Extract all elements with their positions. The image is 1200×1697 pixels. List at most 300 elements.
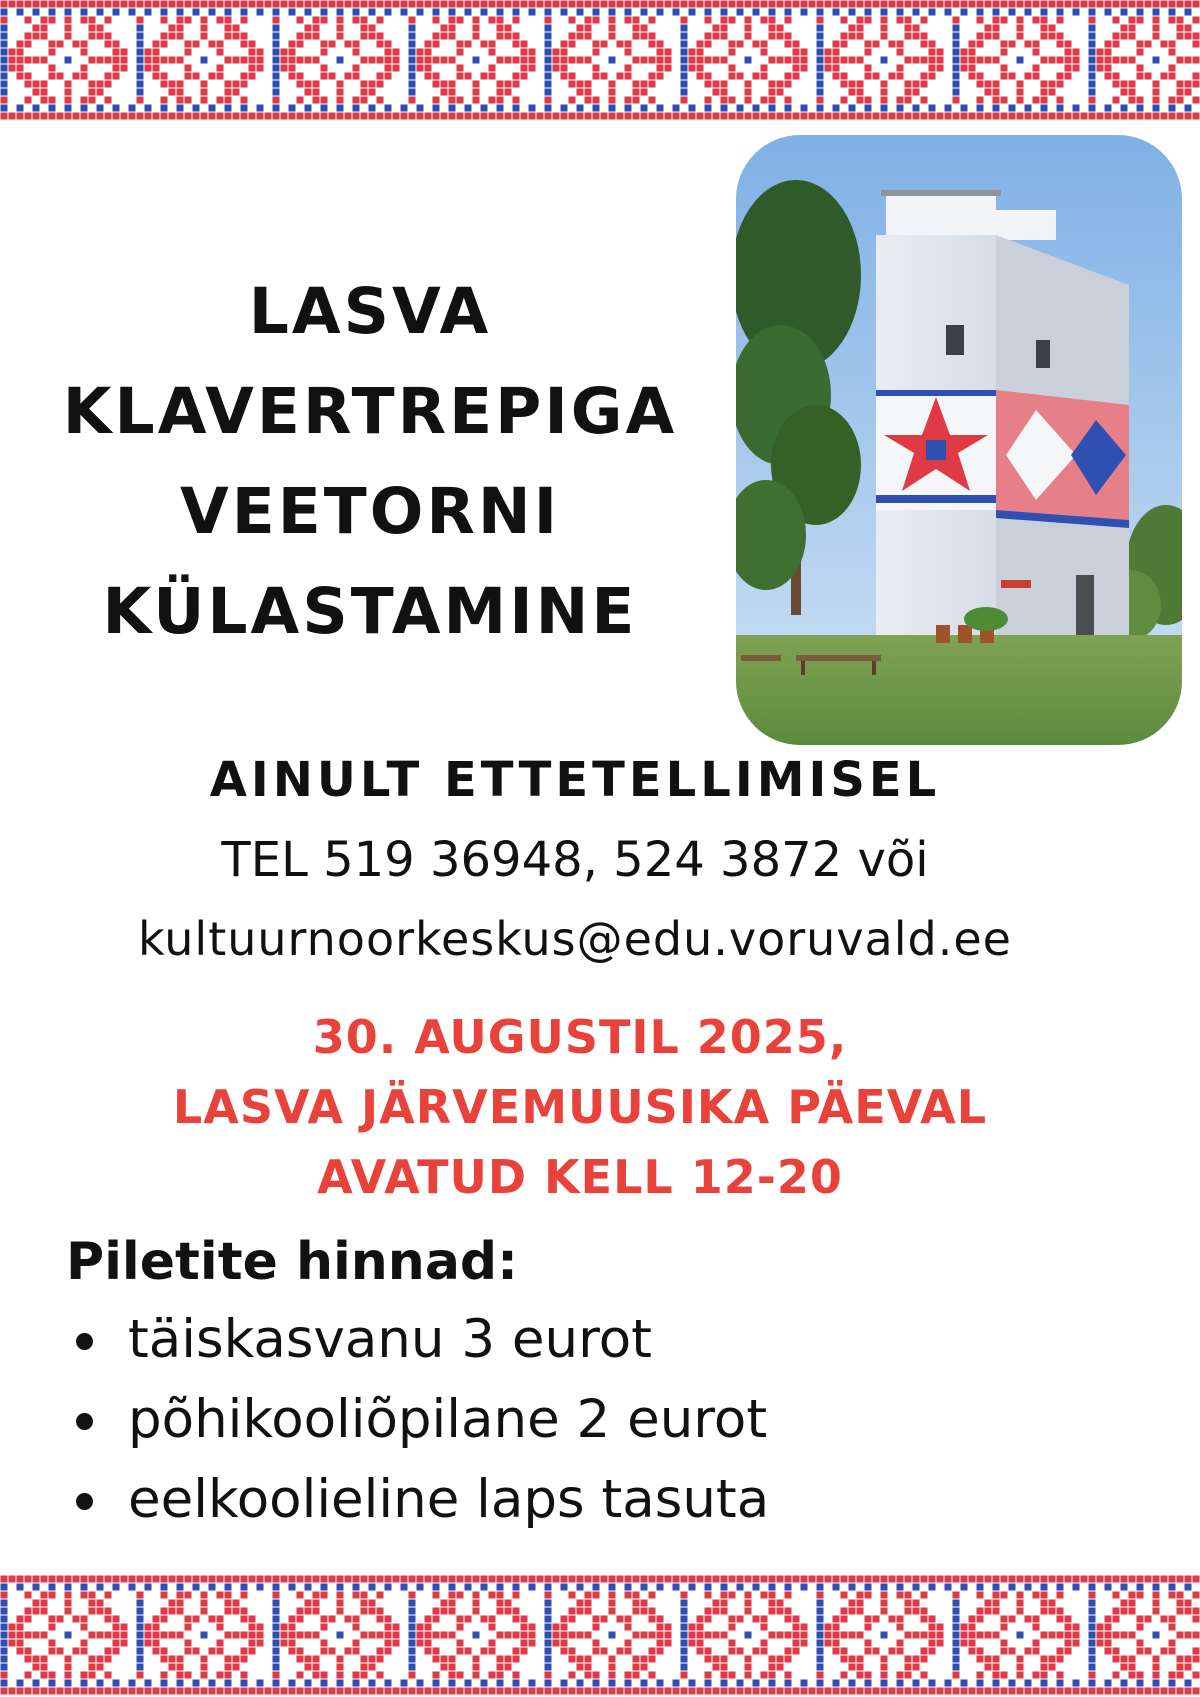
ornament-stitch <box>993 1680 1000 1687</box>
ornament-stitch <box>249 65 256 72</box>
ornament-stitch <box>1193 81 1200 88</box>
ornament-stitch <box>881 89 888 96</box>
ornament-stitch <box>201 33 208 40</box>
ornament-stitch <box>865 1648 872 1655</box>
ornament-stitch <box>577 1584 584 1591</box>
ornament-stitch <box>513 1616 520 1623</box>
ornament-stitch <box>1089 1640 1096 1647</box>
ornament-stitch <box>313 1656 320 1663</box>
ornament-stitch <box>769 17 776 24</box>
ornament-stitch <box>113 1 120 8</box>
ornament-stitch <box>289 105 296 112</box>
ornament-stitch <box>529 105 536 112</box>
ornament-stitch <box>617 1576 624 1583</box>
ornament-stitch <box>201 57 208 64</box>
ornament-stitch <box>1105 1616 1112 1623</box>
ornament-stitch <box>625 1672 632 1679</box>
ornament-stitch <box>241 1576 248 1583</box>
ornament-stitch <box>233 1632 240 1639</box>
ornament-stitch <box>489 1576 496 1583</box>
ornament-stitch <box>961 65 968 72</box>
ornament-stitch <box>1193 17 1200 24</box>
ornament-stitch <box>449 1680 456 1687</box>
ornament-stitch <box>1001 1592 1008 1599</box>
ornament-stitch <box>897 65 904 72</box>
ornament-stitch <box>897 1624 904 1631</box>
ornament-stitch <box>177 97 184 104</box>
ornament-stitch <box>201 97 208 104</box>
ornament-stitch <box>297 33 304 40</box>
ornament-stitch <box>585 1688 592 1695</box>
ornament-stitch <box>833 49 840 56</box>
ornament-stitch <box>697 65 704 72</box>
ornament-stitch <box>361 1600 368 1607</box>
ornament-stitch <box>33 1688 40 1695</box>
ornament-stitch <box>1089 1584 1096 1591</box>
ornament-stitch <box>137 1640 144 1647</box>
ornament-stitch <box>1153 25 1160 32</box>
ornament-stitch <box>841 57 848 64</box>
ornament-stitch <box>393 57 400 64</box>
ornament-stitch <box>377 1 384 8</box>
ornament-stitch <box>313 81 320 88</box>
ornament-stitch <box>105 1 112 8</box>
ornament-stitch <box>33 1584 40 1591</box>
ornament-stitch <box>633 57 640 64</box>
ornament-stitch <box>337 1584 344 1591</box>
ornament-stitch <box>433 9 440 16</box>
ornament-stitch <box>425 1632 432 1639</box>
ornament-stitch <box>793 1616 800 1623</box>
ornament-stitch <box>1193 41 1200 48</box>
ornament-stitch <box>193 1584 200 1591</box>
ornament-stitch <box>1089 1592 1096 1599</box>
ornament-stitch <box>337 97 344 104</box>
ornament-stitch <box>721 1680 728 1687</box>
ornament-stitch <box>433 1672 440 1679</box>
ornament-stitch <box>169 1 176 8</box>
ornament-stitch <box>353 17 360 24</box>
ornament-stitch <box>817 33 824 40</box>
ornament-stitch <box>1169 17 1176 24</box>
ornament-stitch <box>929 41 936 48</box>
ornament-stitch <box>241 1672 248 1679</box>
ornament-stitch <box>881 33 888 40</box>
ornament-stitch <box>969 1688 976 1695</box>
ornament-stitch <box>417 1680 424 1687</box>
ornament-stitch <box>129 1680 136 1687</box>
ornament-stitch <box>769 1656 776 1663</box>
ornament-stitch <box>433 33 440 40</box>
price-item-label: põhikooliõpilane 2 eurot <box>128 1389 768 1450</box>
ornament-stitch <box>201 1600 208 1607</box>
ornament-stitch <box>497 89 504 96</box>
ornament-stitch <box>369 113 376 120</box>
ornament-stitch <box>1017 1632 1024 1639</box>
ornament-stitch <box>545 1680 552 1687</box>
ornament-stitch <box>417 1688 424 1695</box>
ornament-stitch <box>865 1616 872 1623</box>
ornament-stitch <box>489 49 496 56</box>
ornament-stitch <box>657 1624 664 1631</box>
ornament-stitch <box>441 1576 448 1583</box>
ornament-stitch <box>337 81 344 88</box>
ornament-stitch <box>865 73 872 80</box>
ornament-stitch <box>841 17 848 24</box>
ornament-stitch <box>377 1688 384 1695</box>
ornament-stitch <box>625 1592 632 1599</box>
ornament-stitch <box>1105 9 1112 16</box>
ornament-stitch <box>1033 41 1040 48</box>
ornament-stitch <box>377 1632 384 1639</box>
ornament-stitch <box>329 41 336 48</box>
ornament-stitch <box>457 73 464 80</box>
ornament-stitch <box>497 1656 504 1663</box>
ornament-stitch <box>25 1672 32 1679</box>
ornament-stitch <box>561 1640 568 1647</box>
ornament-stitch <box>33 9 40 16</box>
ornament-stitch <box>481 105 488 112</box>
ornament-stitch <box>1041 1680 1048 1687</box>
ornament-stitch <box>561 57 568 64</box>
ornament-stitch <box>89 1576 96 1583</box>
ornament-stitch <box>1121 81 1128 88</box>
ornament-stitch <box>393 113 400 120</box>
ornament-stitch <box>1025 1 1032 8</box>
ornament-stitch <box>625 1616 632 1623</box>
ornament-stitch <box>1073 49 1080 56</box>
ornament-stitch <box>817 25 824 32</box>
ornament-stitch <box>1161 41 1168 48</box>
ornament-stitch <box>849 1576 856 1583</box>
ornament-stitch <box>849 1 856 8</box>
ornament-stitch <box>145 1680 152 1687</box>
ornament-stitch <box>929 1576 936 1583</box>
ornament-stitch <box>609 1664 616 1671</box>
ornament-stitch <box>633 17 640 24</box>
ornament-stitch <box>105 1656 112 1663</box>
ornament-stitch <box>953 1632 960 1639</box>
ornament-stitch <box>577 25 584 32</box>
ornament-stitch <box>681 1624 688 1631</box>
ornament-stitch <box>937 1 944 8</box>
ornament-stitch <box>593 1640 600 1647</box>
ornament-stitch <box>1057 1616 1064 1623</box>
ornament-stitch <box>241 41 248 48</box>
ornament-stitch <box>993 9 1000 16</box>
ornament-stitch <box>1089 33 1096 40</box>
ornament-stitch <box>113 1632 120 1639</box>
ornament-stitch <box>425 1 432 8</box>
ornament-stitch <box>465 1616 472 1623</box>
ornament-stitch <box>1137 41 1144 48</box>
ornament-stitch <box>273 65 280 72</box>
ornament-stitch <box>425 1688 432 1695</box>
ornament-stitch <box>577 1632 584 1639</box>
ornament-stitch <box>425 57 432 64</box>
ornament-stitch <box>225 105 232 112</box>
ornament-stitch <box>1113 73 1120 80</box>
ornament-stitch <box>985 33 992 40</box>
ornament-stitch <box>441 1608 448 1615</box>
ornament-stitch <box>353 9 360 16</box>
ornament-stitch <box>673 1680 680 1687</box>
ornament-stitch <box>857 17 864 24</box>
ornament-stitch <box>49 1680 56 1687</box>
ornament-stitch <box>681 97 688 104</box>
ornament-stitch <box>1121 33 1128 40</box>
ornament-stitch <box>313 1664 320 1671</box>
ornament-stitch <box>209 105 216 112</box>
ornament-stitch <box>273 89 280 96</box>
ornament-stitch <box>993 33 1000 40</box>
ornament-stitch <box>1057 81 1064 88</box>
ornament-stitch <box>969 1640 976 1647</box>
ornament-stitch <box>145 65 152 72</box>
ornament-stitch <box>625 1624 632 1631</box>
ornament-stitch <box>65 1656 72 1663</box>
ornament-stitch <box>593 1616 600 1623</box>
ornament-stitch <box>801 9 808 16</box>
ornament-stitch <box>745 1664 752 1671</box>
ornament-stitch <box>1153 1600 1160 1607</box>
ornament-stitch <box>1193 1688 1200 1695</box>
ornament-stitch <box>49 1648 56 1655</box>
ornament-stitch <box>33 1 40 8</box>
ornament-stitch <box>385 65 392 72</box>
ornament-stitch <box>57 1648 64 1655</box>
ornament-stitch <box>969 1576 976 1583</box>
ornament-stitch <box>713 33 720 40</box>
ornament-stitch <box>729 1592 736 1599</box>
ornament-stitch <box>657 113 664 120</box>
ornament-stitch <box>929 57 936 64</box>
ornament-stitch <box>497 1664 504 1671</box>
ornament-stitch <box>65 113 72 120</box>
ornament-stitch <box>273 1672 280 1679</box>
ornament-stitch <box>745 17 752 24</box>
ornament-stitch <box>545 97 552 104</box>
ornament-stitch <box>1081 113 1088 120</box>
ornament-stitch <box>1025 1616 1032 1623</box>
ornament-stitch <box>473 1 480 8</box>
ornament-stitch <box>273 17 280 24</box>
ornament-stitch <box>633 97 640 104</box>
ornament-stitch <box>1 17 8 24</box>
ornament-stitch <box>913 1600 920 1607</box>
ornament-stitch <box>489 1640 496 1647</box>
ornament-stitch <box>1105 57 1112 64</box>
ornament-stitch <box>1017 113 1024 120</box>
ornament-stitch <box>1 97 8 104</box>
ornament-stitch <box>337 105 344 112</box>
ornament-stitch <box>1137 1616 1144 1623</box>
ornament-stitch <box>713 57 720 64</box>
ornament-stitch <box>385 105 392 112</box>
ornament-stitch <box>185 73 192 80</box>
ornament-stitch <box>105 1576 112 1583</box>
ornament-stitch <box>569 1648 576 1655</box>
ornament-stitch <box>41 1600 48 1607</box>
ornament-stitch <box>73 1688 80 1695</box>
ornament-stitch <box>657 73 664 80</box>
ornament-stitch <box>113 65 120 72</box>
ornament-stitch <box>641 1632 648 1639</box>
ornament-stitch <box>569 1592 576 1599</box>
ornament-stitch <box>921 1632 928 1639</box>
ornament-stitch <box>785 1632 792 1639</box>
ornament-stitch <box>761 65 768 72</box>
ornament-stitch <box>793 1624 800 1631</box>
ornament-stitch <box>873 1 880 8</box>
ornament-stitch <box>505 57 512 64</box>
ornament-stitch <box>497 1688 504 1695</box>
ornament-stitch <box>257 1680 264 1687</box>
ornament-stitch <box>65 1592 72 1599</box>
ornament-stitch <box>649 1592 656 1599</box>
ornament-stitch <box>137 65 144 72</box>
ornament-stitch <box>369 1608 376 1615</box>
ornament-stitch <box>369 57 376 64</box>
ornament-stitch <box>1025 73 1032 80</box>
ornament-stitch <box>1153 1656 1160 1663</box>
ornament-stitch <box>1 33 8 40</box>
ornament-stitch <box>657 1640 664 1647</box>
ornament-stitch <box>785 41 792 48</box>
ornament-stitch <box>641 1600 648 1607</box>
ornament-stitch <box>409 17 416 24</box>
ornament-stitch <box>1033 65 1040 72</box>
ornament-stitch <box>705 1616 712 1623</box>
ornament-stitch <box>217 1576 224 1583</box>
ornament-stitch <box>145 1584 152 1591</box>
ornament-stitch <box>1017 81 1024 88</box>
ornament-stitch <box>193 1 200 8</box>
ornament-stitch <box>841 33 848 40</box>
ornament-stitch <box>593 1576 600 1583</box>
ornament-stitch <box>1121 9 1128 16</box>
ornament-stitch <box>705 9 712 16</box>
ornament-stitch <box>681 1640 688 1647</box>
ornament-stitch <box>177 105 184 112</box>
ornament-stitch <box>441 1600 448 1607</box>
ornament-stitch <box>769 89 776 96</box>
ornament-stitch <box>113 73 120 80</box>
ornament-stitch <box>577 1664 584 1671</box>
ornament-stitch <box>521 1 528 8</box>
ornament-stitch <box>569 113 576 120</box>
ornament-stitch <box>241 1592 248 1599</box>
ornament-stitch <box>1025 1648 1032 1655</box>
ornament-stitch <box>465 113 472 120</box>
ornament-stitch <box>161 1576 168 1583</box>
ornament-stitch <box>1001 17 1008 24</box>
ornament-stitch <box>353 1624 360 1631</box>
ornament-stitch <box>1 81 8 88</box>
ornament-pattern <box>0 0 1200 120</box>
ornament-stitch <box>1009 113 1016 120</box>
ornament-stitch <box>897 41 904 48</box>
ornament-stitch <box>441 113 448 120</box>
ornament-stitch <box>513 1688 520 1695</box>
ornament-stitch <box>169 57 176 64</box>
ornament-stitch <box>561 1 568 8</box>
ornament-stitch <box>233 1 240 8</box>
ornament-stitch <box>969 1 976 8</box>
ornament-stitch <box>545 1656 552 1663</box>
ornament-stitch <box>273 1608 280 1615</box>
ornament-stitch <box>1057 17 1064 24</box>
ornament-stitch <box>1113 57 1120 64</box>
ornament-stitch <box>697 57 704 64</box>
ornament-stitch <box>953 1608 960 1615</box>
ornament-stitch <box>449 57 456 64</box>
ornament-stitch <box>377 1616 384 1623</box>
ornament-stitch <box>409 65 416 72</box>
ornament-stitch <box>953 57 960 64</box>
ornament-stitch <box>465 9 472 16</box>
ornament-stitch <box>769 1680 776 1687</box>
ornament-stitch <box>537 1576 544 1583</box>
ornament-stitch <box>657 1680 664 1687</box>
ornament-stitch <box>913 25 920 32</box>
ornament-stitch <box>1145 1688 1152 1695</box>
ornament-stitch <box>705 113 712 120</box>
ornament-stitch <box>1105 1640 1112 1647</box>
ornament-stitch <box>977 17 984 24</box>
ornament-stitch <box>929 9 936 16</box>
ornament-stitch <box>993 81 1000 88</box>
ornament-stitch <box>745 1 752 8</box>
ornament-stitch <box>1057 1648 1064 1655</box>
ornament-stitch <box>585 1656 592 1663</box>
ornament-stitch <box>457 1592 464 1599</box>
ornament-stitch <box>521 57 528 64</box>
ornament-stitch <box>649 17 656 24</box>
ornament-stitch <box>233 1688 240 1695</box>
ornament-stitch <box>705 1584 712 1591</box>
ornament-stitch <box>385 1640 392 1647</box>
ornament-stitch <box>409 97 416 104</box>
ornament-stitch <box>161 57 168 64</box>
ornament-stitch <box>705 1608 712 1615</box>
ornament-stitch <box>1185 1608 1192 1615</box>
ornament-stitch <box>913 33 920 40</box>
ornament-stitch <box>129 1 136 8</box>
ornament-stitch <box>393 1624 400 1631</box>
ornament-stitch <box>569 1632 576 1639</box>
ornament-stitch <box>89 25 96 32</box>
ornament-stitch <box>793 1 800 8</box>
ornament-stitch <box>409 1664 416 1671</box>
ornament-stitch <box>1153 57 1160 64</box>
ornament-stitch <box>705 17 712 24</box>
ornament-stitch <box>473 25 480 32</box>
ornament-stitch <box>169 1664 176 1671</box>
ornament-stitch <box>233 81 240 88</box>
ornament-stitch <box>1001 41 1008 48</box>
ornament-stitch <box>313 1 320 8</box>
ornament-stitch <box>1009 73 1016 80</box>
ornament-stitch <box>937 57 944 64</box>
ornament-stitch <box>561 1632 568 1639</box>
ornament-stitch <box>377 33 384 40</box>
ornament-stitch <box>1057 97 1064 104</box>
ornament-stitch <box>1177 1576 1184 1583</box>
ornament-stitch <box>489 1592 496 1599</box>
ornament-stitch <box>529 57 536 64</box>
ornament-stitch <box>1169 1624 1176 1631</box>
